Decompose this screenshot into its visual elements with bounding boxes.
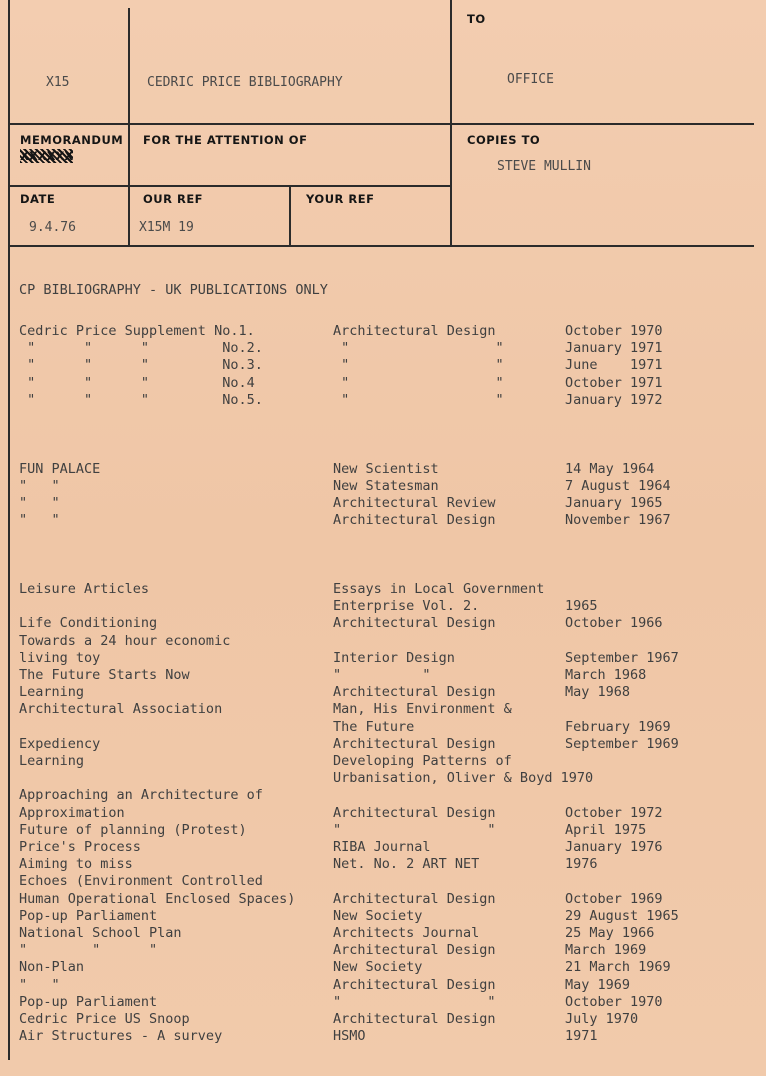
list-item — [0, 375, 766, 392]
rule-bottom — [8, 245, 754, 247]
entry-publication: New Society — [333, 907, 423, 924]
bibliography-heading: CP BIBLIOGRAPHY - UK PUBLICATIONS ONLY — [19, 282, 328, 298]
entry-date: March 1969 — [565, 942, 647, 959]
entry-publication: Architectural Design — [333, 976, 496, 993]
entry-title: Architectural Association — [19, 701, 223, 718]
entry-date: 1965 — [565, 598, 598, 615]
entry-date: June 1971 — [565, 357, 663, 374]
entry-publication: " " — [333, 374, 504, 391]
entry-title: Human Operational Enclosed Spaces) — [19, 890, 296, 907]
list-item — [0, 770, 766, 787]
entry-title: " " " No.3. — [19, 357, 263, 374]
entry-publication: Architectural Design — [333, 512, 496, 529]
entry-date: 7 August 1964 — [565, 477, 671, 494]
list-item — [0, 633, 766, 650]
list-item — [0, 650, 766, 667]
entry-title: Life Conditioning — [19, 615, 158, 632]
entry-title: Air Structures - A survey — [19, 1028, 223, 1045]
list-item — [0, 1011, 766, 1028]
entry-publication: HSMO — [333, 1028, 366, 1045]
memo-code: X15 — [46, 75, 70, 90]
to-value: OFFICE — [507, 72, 554, 87]
entry-publication: Architects Journal — [333, 925, 480, 941]
entry-title: " " — [19, 495, 60, 511]
entry-publication: Urbanisation, Oliver & Boyd 1970 — [333, 770, 594, 787]
list-item — [0, 547, 766, 564]
list-item — [0, 340, 766, 357]
entry-date: 1976 — [565, 856, 598, 873]
entry-title: Learning — [19, 753, 85, 769]
entry-publication: Architectural Design — [333, 804, 496, 821]
entry-publication: Architectural Design — [333, 615, 496, 632]
entry-title: Price's Process — [19, 839, 141, 855]
entry-date: November 1967 — [565, 512, 671, 529]
entry-date: 25 May 1966 — [565, 925, 655, 941]
entry-publication: Architectural Design — [333, 323, 496, 339]
list-item — [0, 615, 766, 632]
memorandum-label: MEMORANDUM — [20, 133, 124, 147]
list-item — [0, 753, 766, 770]
entry-date: January 1972 — [565, 391, 663, 408]
entry-publication: Architectural Design — [333, 684, 496, 701]
entry-title: Pop-up Parliament — [19, 907, 158, 924]
entry-title: Aiming to miss — [19, 856, 133, 873]
list-item — [0, 357, 766, 374]
list-item — [0, 891, 766, 908]
list-item — [0, 856, 766, 873]
list-item — [0, 719, 766, 736]
entry-title: " " — [19, 512, 60, 529]
entry-publication: " " — [333, 357, 504, 374]
list-item — [0, 925, 766, 942]
list-item — [0, 512, 766, 529]
entry-publication: Interior Design — [333, 649, 455, 666]
entry-publication: The Future — [333, 718, 415, 735]
entry-title: " " — [19, 976, 60, 993]
entry-title: Leisure Articles — [19, 581, 150, 597]
entry-date: January 1971 — [565, 340, 663, 357]
entry-title: " " " No.2. — [19, 340, 263, 357]
entry-publication: New Society — [333, 959, 423, 976]
entry-publication: Net. No. 2 ART NET — [333, 856, 480, 873]
entry-publication: " " — [333, 667, 431, 683]
entry-title: Approaching an Architecture of — [19, 787, 263, 804]
entry-title: National School Plan — [19, 925, 182, 941]
entry-publication: " " — [333, 391, 504, 408]
entry-date: April 1975 — [565, 821, 647, 838]
list-item — [0, 461, 766, 478]
struck-out-label — [20, 149, 73, 163]
entry-date: October 1971 — [565, 374, 663, 391]
rule-top — [8, 123, 754, 125]
list-item — [0, 787, 766, 804]
list-item — [0, 667, 766, 684]
list-item — [0, 529, 766, 546]
entry-publication: " " — [333, 993, 496, 1010]
entry-date: May 1968 — [565, 684, 631, 701]
entry-publication: " " — [333, 821, 496, 838]
list-item — [0, 495, 766, 512]
entry-title: The Future Starts Now — [19, 667, 190, 683]
entry-date: October 1969 — [565, 890, 663, 907]
entry-date: October 1972 — [565, 804, 663, 821]
to-label: TO — [467, 12, 486, 26]
entry-publication: Architectural Design — [333, 890, 496, 907]
list-item — [0, 994, 766, 1011]
entry-date: 29 August 1965 — [565, 907, 679, 924]
entry-date: October 1970 — [565, 993, 663, 1010]
list-item — [0, 942, 766, 959]
entry-title: " " — [19, 477, 60, 494]
our-ref-label: OUR REF — [143, 192, 204, 206]
entry-publication: Essays in Local Government — [333, 581, 545, 597]
entry-publication: Man, His Environment & — [333, 701, 512, 718]
entry-date: September 1967 — [565, 649, 679, 666]
entry-date: January 1965 — [565, 495, 663, 511]
list-item — [0, 684, 766, 701]
entry-publication: New Scientist — [333, 460, 439, 477]
list-item — [0, 805, 766, 822]
entry-publication: Architectural Design — [333, 735, 496, 752]
entry-title: Future of planning (Protest) — [19, 821, 247, 838]
copies-value: STEVE MULLIN — [497, 159, 591, 174]
entry-date: 14 May 1964 — [565, 460, 655, 477]
rule-mid — [8, 185, 452, 187]
entry-title: Learning — [19, 684, 85, 701]
list-item — [0, 478, 766, 495]
your-ref-label: YOUR REF — [306, 192, 375, 206]
entry-publication: Developing Patterns of — [333, 753, 512, 769]
entry-publication: Architectural Design — [333, 942, 496, 959]
entry-date: 1971 — [565, 1028, 598, 1045]
list-item — [0, 323, 766, 340]
entry-date: May 1969 — [565, 976, 631, 993]
divider-col-2 — [289, 185, 291, 246]
entry-title: Cedric Price Supplement No.1. — [19, 323, 255, 339]
copies-label: COPIES TO — [467, 133, 541, 147]
entry-title: " " " No.5. — [19, 391, 263, 408]
entry-title: Cedric Price US Snoop — [19, 1011, 190, 1027]
entry-publication: Enterprise Vol. 2. — [333, 598, 480, 615]
attention-label: FOR THE ATTENTION OF — [143, 133, 308, 147]
divider-col-1 — [128, 8, 130, 246]
entry-title: Expediency — [19, 735, 101, 752]
entry-title: " " " No.4 — [19, 374, 255, 391]
entry-title: Pop-up Parliament — [19, 993, 158, 1010]
list-item — [0, 873, 766, 890]
list-item — [0, 822, 766, 839]
entry-publication: Architectural Review — [333, 495, 496, 511]
entry-date: October 1970 — [565, 323, 663, 339]
entry-title: Towards a 24 hour economic — [19, 632, 231, 649]
list-item — [0, 392, 766, 409]
entry-title: " " " — [19, 942, 158, 959]
entry-date: January 1976 — [565, 839, 663, 855]
entry-date: March 1968 — [565, 667, 647, 683]
list-item — [0, 908, 766, 925]
list-item — [0, 581, 766, 598]
entry-publication: New Statesman — [333, 477, 439, 494]
entry-publication: " " — [333, 340, 504, 357]
struck-out-text: XXXXXX — [20, 149, 74, 163]
entry-date: July 1970 — [565, 1011, 639, 1027]
list-item — [0, 959, 766, 976]
entry-title: FUN PALACE — [19, 460, 101, 477]
entry-date: September 1969 — [565, 735, 679, 752]
entry-date: February 1969 — [565, 718, 671, 735]
entry-publication: RIBA Journal — [333, 839, 431, 855]
list-item — [0, 426, 766, 443]
entry-title: living toy — [19, 649, 101, 666]
list-item — [0, 977, 766, 994]
date-label: DATE — [20, 192, 56, 206]
entry-date: October 1966 — [565, 615, 663, 632]
our-ref-value: X15M 19 — [139, 220, 194, 235]
entry-title: Approximation — [19, 804, 125, 821]
list-item — [0, 564, 766, 581]
date-value: 9.4.76 — [29, 220, 76, 235]
entry-date: 21 March 1969 — [565, 959, 671, 976]
list-item — [0, 409, 766, 426]
entry-publication: Architectural Design — [333, 1011, 496, 1027]
list-item — [0, 701, 766, 718]
entry-title: Echoes (Environment Controlled — [19, 873, 263, 890]
list-item — [0, 1028, 766, 1045]
list-item — [0, 598, 766, 615]
list-item — [0, 839, 766, 856]
memo-title: CEDRIC PRICE BIBLIOGRAPHY — [147, 75, 343, 90]
list-item — [0, 736, 766, 753]
list-item — [0, 443, 766, 460]
entry-title: Non-Plan — [19, 959, 85, 976]
